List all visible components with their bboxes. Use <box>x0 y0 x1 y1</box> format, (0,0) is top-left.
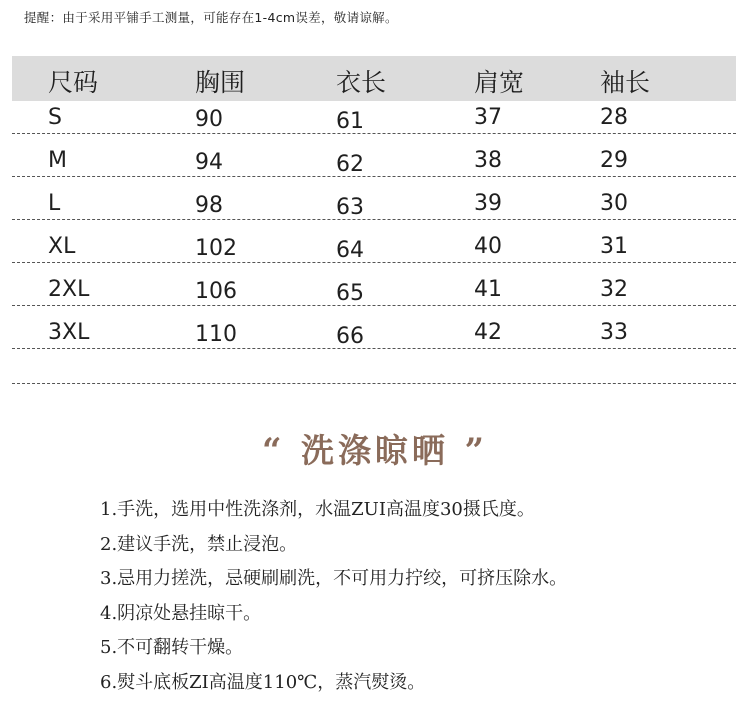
table-row <box>12 316 736 359</box>
size-table-header <box>12 56 736 101</box>
cell-chest: 110 <box>195 322 237 347</box>
row-divider <box>12 262 736 263</box>
cell-sleeve: 31 <box>600 234 628 259</box>
cell-shoulder: 39 <box>474 191 502 216</box>
cell-size: 2XL <box>48 277 90 302</box>
cell-length: 65 <box>336 281 364 306</box>
care-instructions-list <box>100 495 567 702</box>
list-item: 4.阴凉处悬挂晾干。 <box>100 602 262 624</box>
cell-shoulder: 42 <box>474 320 502 345</box>
row-divider <box>12 176 736 177</box>
list-item: 2.建议手洗，禁止浸泡。 <box>100 533 298 555</box>
list-item: 5.不可翻转干燥。 <box>100 637 244 658</box>
cell-sleeve: 32 <box>600 277 628 302</box>
size-table <box>12 56 736 359</box>
cell-chest: 106 <box>195 279 237 304</box>
header-size: 尺码 <box>48 68 99 97</box>
row-divider <box>12 348 736 349</box>
header-length: 衣长 <box>336 68 387 97</box>
cell-chest: 102 <box>195 236 237 261</box>
cell-length: 62 <box>336 152 364 177</box>
cell-sleeve: 29 <box>600 148 628 173</box>
cell-length: 61 <box>336 109 364 134</box>
header-shoulder: 肩宽 <box>474 68 525 97</box>
cell-size: L <box>48 191 61 216</box>
care-section-title <box>0 425 750 472</box>
cell-length: 66 <box>336 324 364 349</box>
cell-shoulder: 37 <box>474 105 502 130</box>
header-sleeve: 袖长 <box>600 68 651 97</box>
cell-size: 3XL <box>48 320 90 345</box>
cell-sleeve: 30 <box>600 191 628 216</box>
cell-length: 63 <box>336 195 364 220</box>
cell-shoulder: 40 <box>474 234 502 259</box>
list-item: 6.熨斗底板ZI高温度110℃，蒸汽熨烫。 <box>100 671 426 693</box>
cell-sleeve: 33 <box>600 320 628 345</box>
cell-sleeve: 28 <box>600 105 628 130</box>
row-divider <box>12 219 736 220</box>
cell-chest: 98 <box>195 193 223 218</box>
table-row <box>12 144 736 187</box>
open-quote: “ <box>261 431 286 471</box>
table-row <box>12 273 736 316</box>
header-chest: 胸围 <box>195 68 246 97</box>
care-title-text: 洗涤晾晒 <box>301 431 449 470</box>
close-quote: ” <box>464 431 489 471</box>
row-divider <box>12 133 736 134</box>
cell-size: M <box>48 148 67 173</box>
table-row <box>12 230 736 273</box>
cell-shoulder: 38 <box>474 148 502 173</box>
table-bottom-divider <box>12 383 736 384</box>
measurement-notice: 提醒：由于采用平铺手工测量，可能存在1-4cm误差，敬请谅解。 <box>24 10 398 25</box>
cell-chest: 90 <box>195 107 223 132</box>
cell-shoulder: 41 <box>474 277 502 302</box>
cell-chest: 94 <box>195 150 223 175</box>
cell-size: S <box>48 105 62 130</box>
cell-length: 64 <box>336 238 364 263</box>
list-item: 1.手洗，选用中性洗涤剂，水温ZUI高温度30摄氏度。 <box>100 499 535 520</box>
cell-size: XL <box>48 234 76 259</box>
table-row <box>12 187 736 230</box>
row-divider <box>12 305 736 306</box>
table-row <box>12 101 736 144</box>
list-item: 3.忌用力搓洗，忌硬刷刷洗，不可用力拧绞，可挤压除水。 <box>100 568 568 589</box>
